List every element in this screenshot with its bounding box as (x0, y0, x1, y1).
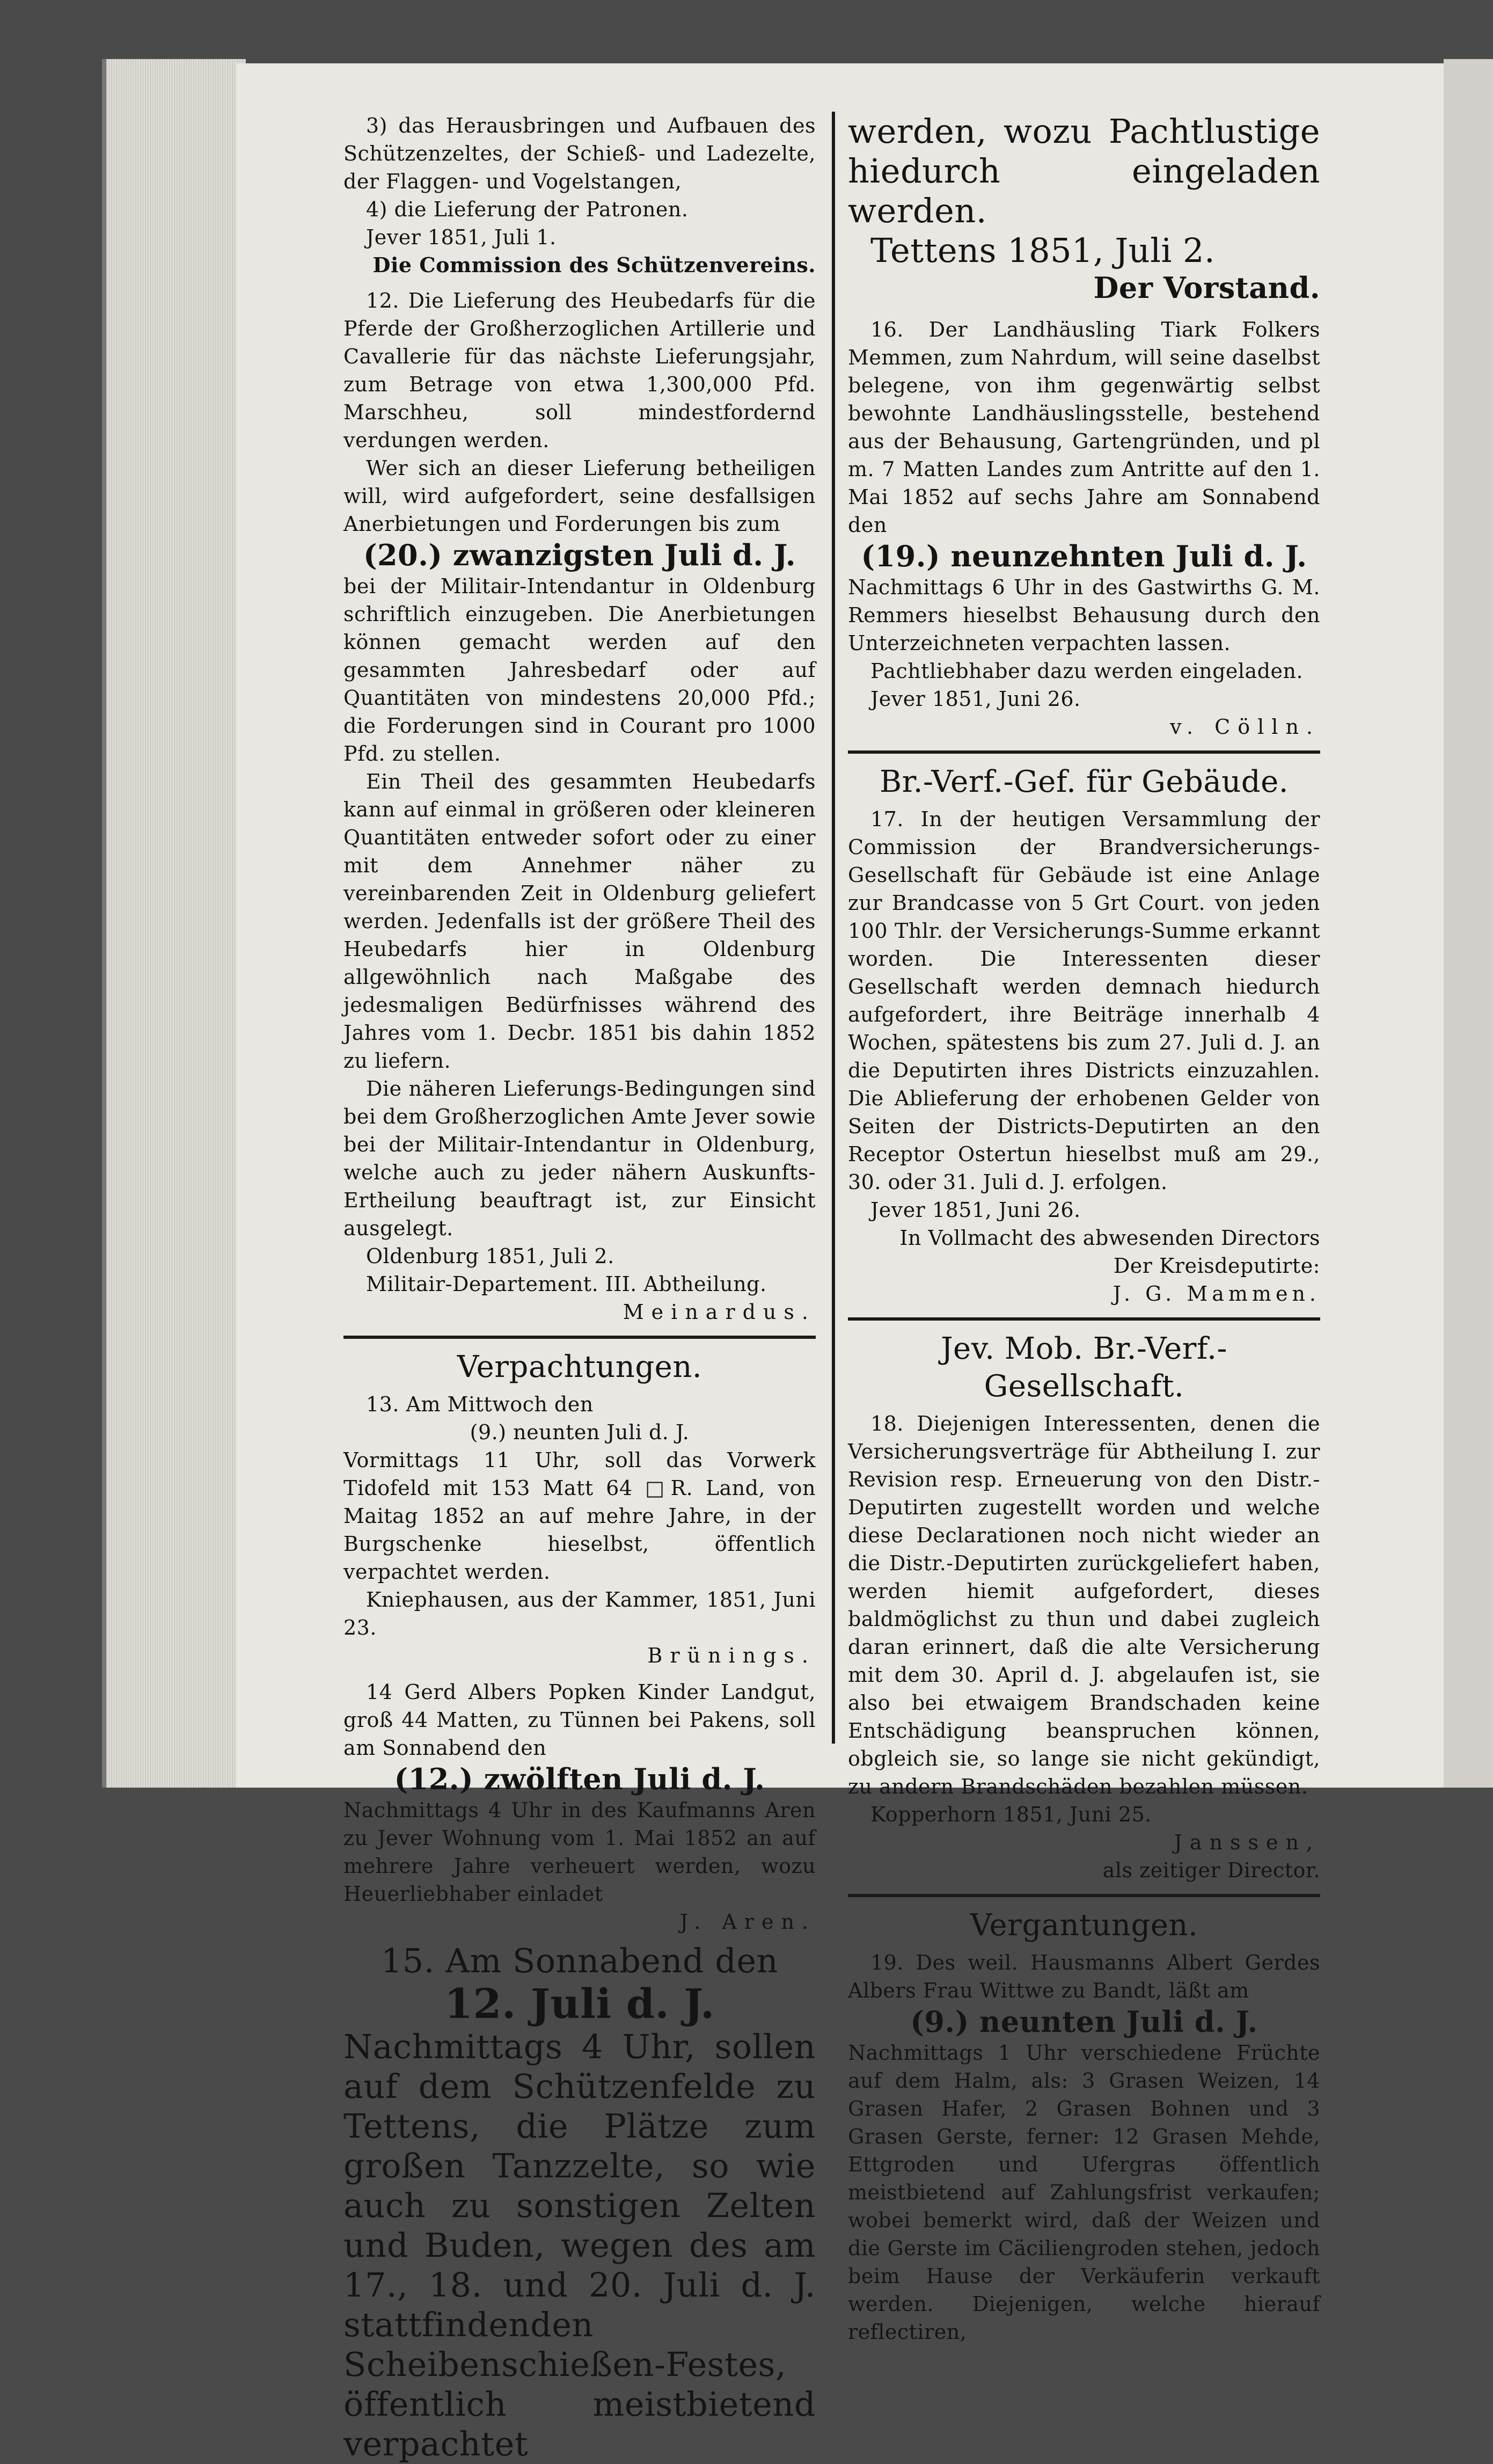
book-edge (102, 59, 246, 1788)
signature: J. G. Mammen. (1113, 1282, 1320, 1306)
section-rule (343, 1336, 816, 1339)
notice-12-date: (20.) zwanzigsten Juli d. J. (363, 538, 796, 572)
dateline: Kopperhorn 1851, Juni 25. (870, 1803, 1152, 1826)
section-heading: Vergantungen. (970, 1908, 1198, 1943)
signature: Die Commission des Schützenvereins. (372, 253, 816, 277)
notice-16-c: Pachtliebhaber dazu werden eingeladen. (870, 659, 1304, 683)
signature-title: als zeitiger Director. (1102, 1858, 1320, 1882)
section-heading: Verpachtungen. (457, 1350, 702, 1384)
department: Militair-Departement. III. Abtheilung. (366, 1272, 767, 1296)
section-heading: Jev. Mob. Br.-Verf.-Gesellschaft. (941, 1331, 1227, 1404)
signature: J. Aren. (679, 1910, 816, 1934)
notice-12-c: bei der Militair-Intendantur in Oldenburg schriftlich einzugeben. Die Anerbietungen können gemacht werden auf den gesammten Jahresbedarf oder auf Quantitäten von mindestens 20,000 Pfd.; die Forderungen sind in Courant pro 1000 Pfd. zu stellen. (343, 574, 816, 766)
dateline: Oldenburg 1851, Juli 2. (366, 1244, 614, 1268)
continuation: werden, wozu Pachtlustige hiedurch eingeladen werden. (848, 112, 1320, 230)
notice-15-date: 12. Juli d. J. (444, 1980, 715, 2028)
newspaper-page (236, 63, 1444, 2463)
column-divider (832, 112, 835, 1744)
left-column (343, 112, 816, 2464)
signature: Janssen, (1174, 1831, 1320, 1854)
notice-17: 17. In der heutigen Versammlung der Commission der Brandversicherungs-Gesellschaft für Gebäude ist eine Anlage zur Brandcasse von 5 Grt Court. von jeden 100 Thlr. der Versicherungs-Summe erkannt worden. Die Interessenten dieser Gesellschaft werden demnach hiedurch aufgefordert, ihre Beiträge innerhalb 4 Wochen, spätestens bis zum 27. Juli d. J. an die Deputirten ihres Districts einzuzahlen. Die Ablieferung der erhobenen Gelder von Seiten der Districts-Deputirten an den Receptor Ostertun hieselbst muß am 29., 30. oder 31. Juli d. J. erfolgen. (848, 807, 1320, 1194)
signature: Der Vorstand. (1093, 271, 1320, 305)
item-3: 3) das Herausbringen und Aufbauen des Schützenzeltes, der Schieß- und Ladezelte, der Flaggen- und Vogelstangen, (343, 114, 816, 193)
dateline: Kniephausen, aus der Kammer, 1851, Juni 23. (343, 1588, 816, 1639)
right-column (848, 112, 1320, 2346)
notice-19: 19. Des weil. Hausmanns Albert Gerdes Albers Frau Wittwe zu Bandt, läßt am (848, 1951, 1320, 2002)
notice-12: 12. Die Lieferung des Heubedarfs für die Pferde der Großherzoglichen Artillerie und Cavallerie für das nächste Lieferungsjahr, zum Betrage von etwa 1,300,000 Pfd. Marschheu, soll mindestfordernd verdungen werden. (343, 289, 816, 452)
notice-12-b: Wer sich an dieser Lieferung betheiligen will, wird aufgefordert, seine desfallsigen Anerbietungen und Forderungen bis zum (343, 456, 816, 536)
notice-14-date: (12.) zwölften Juli d. J. (394, 1762, 765, 1796)
dateline: Jever 1851, Juli 1. (366, 225, 557, 249)
signature: Meinardus. (623, 1300, 816, 1324)
section-rule (848, 750, 1320, 754)
notice-14: 14 Gerd Albers Popken Kinder Landgut, groß 44 Matten, zu Tünnen bei Pakens, soll am Sonnabend den (343, 1680, 816, 1760)
dateline: Jever 1851, Juni 26. (870, 1198, 1081, 1222)
signature-line: In Vollmacht des abwesenden Directors (899, 1226, 1320, 1250)
notice-16: 16. Der Landhäusling Tiark Folkers Memmen, zum Nahrdum, will seine daselbst belegene, von ihm gegenwärtig selbst bewohnte Landhäuslingsstelle, bestehend aus der Behausung, Gartengründen, und pl m. 7 Matten Landes zum Antritte auf den 1. Mai 1852 auf sechs Jahre am Sonnabend den (848, 318, 1320, 537)
dateline: Tettens 1851, Juli 2. (870, 231, 1216, 270)
notice-13-date: (9.) neunten Juli d. J. (470, 1420, 690, 1444)
notice-14-b: Nachmittags 4 Uhr in des Kaufmanns Aren zu Jever Wohnung vom 1. Mai 1852 an auf mehrere Jahre verheuert werden, wozu Heuerliebhaber einladet (343, 1798, 816, 1906)
notice-19-date: (9.) neunten Juli d. J. (910, 2004, 1258, 2039)
notice-16-date: (19.) neunzehnten Juli d. J. (861, 539, 1307, 573)
notice-13-b: Vormittags 11 Uhr, soll das Vorwerk Tidofeld mit 153 Matt 64 □R. Land, von Maitag 1852 an auf mehre Jahre, in der Burgschenke hieselbst, öffentlich verpachtet werden. (343, 1448, 816, 1584)
notice-12-d: Ein Theil des gesammten Heubedarfs kann auf einmal in größeren oder kleineren Quantitäten entweder sofort oder zu einer mit dem Annehmer näher zu vereinbarenden Zeit in Oldenburg geliefert werden. Jedenfalls ist der größere Theil des Heubedarfs hier in Oldenburg allgewöhnlich nach Maßgabe des jedesmaligen Bedürfnisses während des Jahres vom 1. Decbr. 1851 bis dahin 1852 zu liefern. (343, 770, 816, 1073)
section-rule (848, 1317, 1320, 1321)
section-rule (848, 1894, 1320, 1897)
item-4: 4) die Lieferung der Patronen. (366, 198, 689, 221)
notice-13: 13. Am Mittwoch den (366, 1393, 594, 1416)
next-page-edge (1444, 59, 1493, 1788)
signature: v. Cölln. (1170, 715, 1320, 739)
signature-line: Der Kreisdeputirte: (1113, 1254, 1320, 1278)
notice-16-b: Nachmittags 6 Uhr in des Gastwirths G. M. Remmers hieselbst Behausung durch den Unterzeichneten verpachten lassen. (848, 575, 1320, 655)
notice-18: 18. Diejenigen Interessenten, denen die Versicherungsverträge für Abtheilung I. zur Revision resp. Erneuerung von den Distr.-Deputirten zugestellt worden und welche diese Declarationen noch nicht wieder an die Distr.-Deputirten zurückgeliefert haben, werden hiemit aufgefordert, dieses baldmöglichst zu thun und dabei zugleich daran erinnert, daß die alte Versicherung mit dem 30. April d. J. abgelaufen ist, sie also bei etwaigem Brandschaden keine Entschädigung beanspruchen können, obgleich sie, so lange sie nicht gekündigt, zu andern Brandschäden bezahlen müssen. (848, 1412, 1320, 1798)
notice-19-b: Nachmittags 1 Uhr verschiedene Früchte auf dem Halm, als: 3 Grasen Weizen, 14 Grasen Hafer, 2 Grasen Bohnen und 3 Grasen Gerste, ferner: 12 Grasen Mehde, Ettgroden und Ufergras öffentlich meistbietend auf Zahlungsfrist verkaufen; wobei bemerkt wird, daß der Weizen und die Gerste im Cäciliengroden stehen, jedoch beim Hause der Verkäuferin verkauft werden. Diejenigen, welche hierauf reflectiren, (848, 2041, 1320, 2344)
signature: Brünings. (647, 1644, 816, 1667)
section-heading: Br.-Verf.-Gef. für Gebäude. (879, 764, 1289, 799)
notice-12-e: Die näheren Lieferungs-Bedingungen sind bei dem Großherzoglichen Amte Jever sowie bei der Militair-Intendantur in Oldenburg, welche auch zu jeder nähern Auskunfts-Ertheilung beauftragt ist, zur Einsicht ausgelegt. (343, 1077, 816, 1240)
dateline: Jever 1851, Juni 26. (870, 687, 1081, 711)
notice-15: 15. Am Sonnabend den (380, 1941, 779, 1980)
notice-15-b: Nachmittags 4 Uhr, sollen auf dem Schützenfelde zu Tettens, die Plätze zum großen Tanzzelte, so wie auch zu sonstigen Zelten und Buden, wegen des am 17., 18. und 20. Juli d. J. stattfindenden Scheibenschießen-Festes, öffentlich meistbietend verpachtet (343, 2027, 816, 2463)
